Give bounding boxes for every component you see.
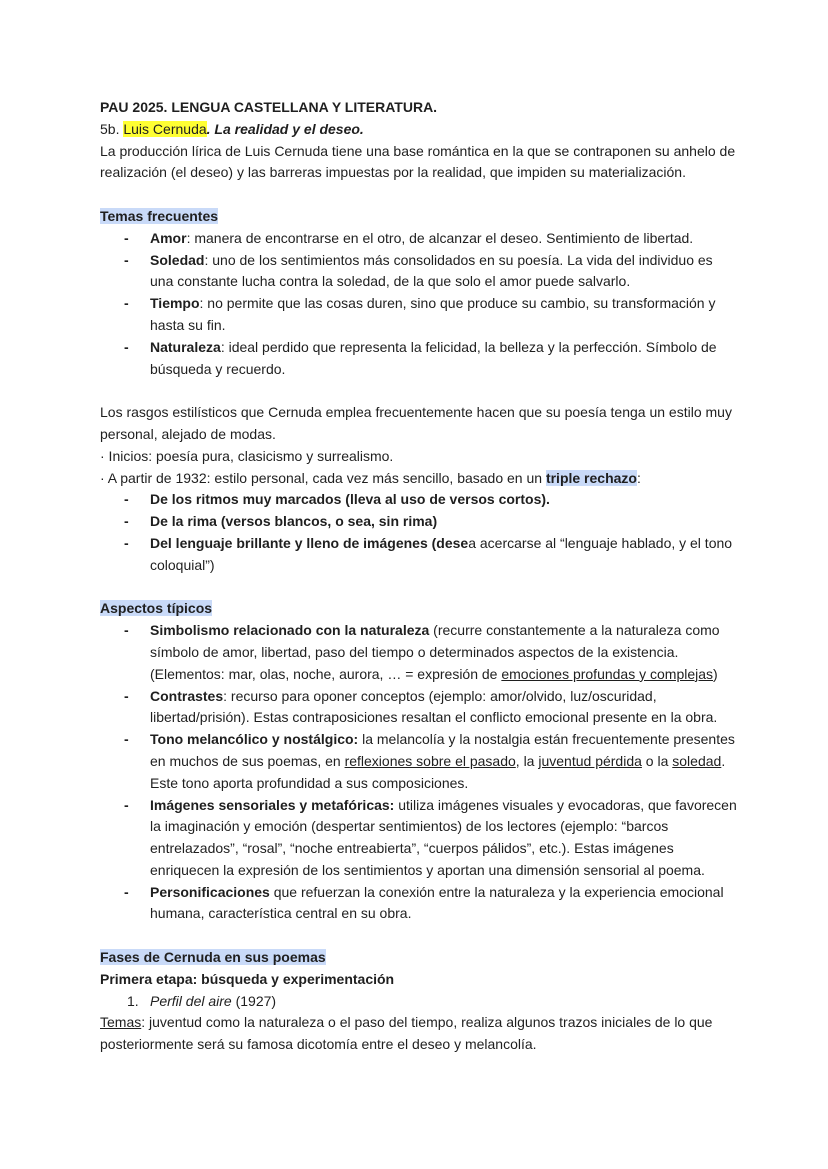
dash-bullet: - [124,491,129,508]
dash-bullet: - [124,229,129,246]
list-item [100,686,740,708]
text: a acercarse al “lenguaje hablado, y el tono [468,534,733,551]
partir-line [100,468,740,490]
text: Los rasgos estilísticos que Cernuda emplea frecuentemente hacen que su poesía tenga un estilo muy [100,404,732,421]
term: De la rima (versos blancos, o sea, sin rima) [150,513,438,530]
text: una constante lucha contra la soledad, de la que solo el amor puede salvarlo. [150,273,631,290]
term: Del lenguaje brillante y lleno de imágenes (dese [150,534,469,551]
underlined-text: juventud pérdida [538,752,642,769]
text: hasta su fin. [150,316,226,333]
dash-bullet: - [124,513,129,530]
text: ) [713,665,718,682]
numbered-item [100,991,740,1013]
intro-line: realización (el deseo) y las barreras impuestas por la realidad, que impiden su materialización. [100,164,686,181]
dash-bullet: - [124,796,129,813]
list-item [100,511,740,533]
text-line [100,1012,740,1034]
text: libertad/prisión). Estas contraposiciones resaltan el conflicto emocional presente en la obra. [150,709,718,726]
term: Imágenes sensoriales y metafóricas: [150,796,395,813]
text: · Inicios: poesía pura, clasicismo y surrealismo. [100,447,394,464]
text: búsqueda y recuerdo. [150,360,286,377]
dash-bullet: - [124,534,129,551]
dash-bullet: - [124,622,129,639]
term: Tono melancólico y nostálgico: [150,731,359,748]
text: personal, alejado de modas. [100,425,276,442]
text: · A partir de 1932: estilo personal, cada vez más sencillo, basado en un [100,469,546,486]
term: Personificaciones [150,883,270,900]
text: enriquecen la expresión de los sentimientos y aportan una dimensión sensorial al poema. [150,861,705,878]
stage-heading: Primera etapa: búsqueda y experimentación [100,970,395,987]
dash-bullet: - [124,295,129,312]
list-item [100,729,740,751]
text: : uno de los sentimientos más consolidados en su poesía. La vida del individuo es [204,251,713,268]
text: coloquial”) [150,556,215,573]
text: : no permite que las cosas duren, sino que produce su cambio, su transformación y [199,295,716,312]
term: Soledad [150,251,205,268]
list-item [100,250,740,272]
text: (1927) [231,992,277,1009]
text: (Elementos: mar, olas, noche, aurora, … = expresión de [150,665,502,682]
section-heading-fases: Fases de Cernuda en sus poemas [100,949,326,966]
work-title: Perfil del aire [150,992,232,1009]
text: o la [641,752,673,769]
text: : recurso para oponer conceptos (ejemplo: amor/olvido, luz/oscuridad, [223,687,657,704]
author-highlight: Luis Cernuda [123,120,207,137]
text: entrelazados”, “rosal”, “noche entreabierta”, “cuerpos pálidos”, etc.). Estas imágenes [150,840,674,857]
term: Tiempo [150,295,200,312]
term: De los ritmos muy marcados (lleva al uso de versos cortos). [150,491,550,508]
list-item [100,620,740,642]
text: (recurre constantemente a la naturaleza como [429,622,720,639]
text-line [100,664,740,686]
triple-rechazo-highlight: triple rechazo [545,469,637,486]
dash-bullet: - [124,731,129,748]
work-title: . La realidad y el deseo. [206,120,364,137]
section-heading-temas: Temas frecuentes [100,207,219,224]
dash-bullet: - [124,338,129,355]
list-item [100,882,740,904]
term: Contrastes [150,687,224,704]
document-body [100,97,740,1056]
text: : [636,469,641,486]
text: en muchos de sus poemas, en [150,752,345,769]
section-number: 5b. [100,120,124,137]
text: utiliza imágenes visuales y evocadoras, que favorecen [394,796,737,813]
text: humana, característica central en su obra. [150,905,412,922]
text: posteriormente será su famosa dicotomía entre el deseo y melancolía. [100,1036,537,1053]
term: Naturaleza [150,338,221,355]
dash-bullet: - [124,687,129,704]
list-item [100,337,740,359]
text: : ideal perdido que representa la felicidad, la belleza y la perfección. Símbolo de [220,338,717,355]
text: símbolo de amor, libertad, paso del tiempo o determinados aspectos de la existencia. [150,643,679,660]
list-item [100,489,740,511]
text: Este tono aporta profundidad a sus composiciones. [150,774,469,791]
text: , la [515,752,539,769]
text: que refuerzan la conexión entre la naturaleza y la experiencia emocional [269,883,724,900]
list-item [100,228,740,250]
item-number: 1. [127,992,139,1009]
dash-bullet: - [124,251,129,268]
subtitle [100,119,740,141]
text-line [100,751,740,773]
text: . [721,752,726,769]
dash-bullet: - [124,883,129,900]
underlined-text: Temas [100,1014,142,1031]
section-heading-aspectos: Aspectos típicos [100,600,213,617]
intro-line: La producción lírica de Luis Cernuda tiene una base romántica en la que se contraponen su anhelo de [100,142,736,159]
underlined-text: emociones profundas y complejas [501,665,714,682]
underlined-text: reflexiones sobre el pasado [344,752,516,769]
list-item [100,795,740,817]
underlined-text: soledad [672,752,722,769]
list-item [100,293,740,315]
text: : juventud como la naturaleza o el paso del tiempo, realiza algunos trazos iniciales de lo que [141,1014,713,1031]
term: Amor [150,229,187,246]
list-item [100,533,740,555]
text: : manera de encontrarse en el otro, de alcanzar el deseo. Sentimiento de libertad. [186,229,694,246]
document-title: PAU 2025. LENGUA CASTELLANA Y LITERATURA. [100,99,438,115]
term: Simbolismo relacionado con la naturaleza [150,622,430,639]
text: la imaginación y emoción (despertar sentimientos) de los lectores (ejemplo: “barcos [150,818,669,835]
text: la melancolía y la nostalgia están frecuentemente presentes [358,731,735,748]
